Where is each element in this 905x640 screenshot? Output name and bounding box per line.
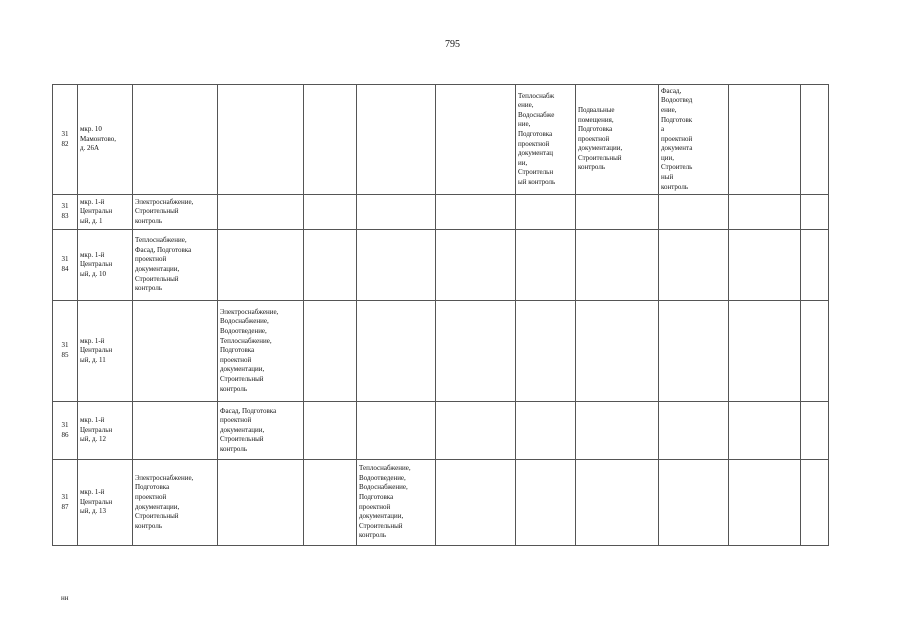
work-cell bbox=[576, 195, 659, 230]
work-cell bbox=[729, 301, 801, 402]
work-cell bbox=[729, 195, 801, 230]
work-cell bbox=[133, 85, 218, 195]
work-cell: Электроснабжение, Строительный контроль bbox=[133, 195, 218, 230]
table-row bbox=[53, 402, 829, 460]
work-cell bbox=[304, 460, 357, 546]
work-cell bbox=[516, 301, 576, 402]
work-cell bbox=[218, 195, 304, 230]
row-number: 31 86 bbox=[53, 402, 78, 460]
address-cell: мкр. 1-й Центральн ый, д. 12 bbox=[78, 402, 133, 460]
address-cell: мкр. 1-й Центральн ый, д. 11 bbox=[78, 301, 133, 402]
address-cell: мкр. 1-й Центральн ый, д. 10 bbox=[78, 230, 133, 301]
work-cell: Электроснабжение, Подготовка проектной документации, Строительный контроль bbox=[133, 460, 218, 546]
work-cell bbox=[304, 230, 357, 301]
row-number: 31 83 bbox=[53, 195, 78, 230]
row-number: 31 84 bbox=[53, 230, 78, 301]
work-cell bbox=[659, 301, 729, 402]
work-cell bbox=[801, 230, 829, 301]
work-cell bbox=[436, 460, 516, 546]
work-cell bbox=[436, 85, 516, 195]
work-cell bbox=[801, 460, 829, 546]
row-number: 31 87 bbox=[53, 460, 78, 546]
page-number: 795 bbox=[445, 39, 460, 50]
work-cell bbox=[516, 460, 576, 546]
table-row bbox=[53, 195, 829, 230]
work-cell bbox=[357, 85, 436, 195]
work-cell bbox=[576, 230, 659, 301]
address-cell: мкр. 1-й Центральн ый, д. 13 bbox=[78, 460, 133, 546]
work-cell bbox=[357, 230, 436, 301]
row-number: 31 85 bbox=[53, 301, 78, 402]
work-cell bbox=[729, 85, 801, 195]
repair-schedule-table bbox=[52, 84, 829, 546]
work-cell: Фасад, Подготовка проектной документации, Строительный контроль bbox=[218, 402, 304, 460]
work-cell bbox=[801, 402, 829, 460]
table-row bbox=[53, 230, 829, 301]
work-cell bbox=[516, 230, 576, 301]
footer-mark: нн bbox=[61, 594, 69, 602]
work-cell bbox=[801, 195, 829, 230]
work-cell bbox=[801, 85, 829, 195]
work-cell bbox=[729, 402, 801, 460]
work-cell bbox=[576, 402, 659, 460]
work-cell bbox=[729, 230, 801, 301]
work-cell bbox=[729, 460, 801, 546]
work-cell: Фасад, Водоотвед ение, Подготовк а проектной документа ции, Строитель ный контроль bbox=[659, 85, 729, 195]
work-cell bbox=[357, 195, 436, 230]
work-cell bbox=[516, 402, 576, 460]
work-cell: Электроснабжение, Водоснабжение, Водоотведение, Теплоснабжение, Подготовка проектной документации, Строительный контроль bbox=[218, 301, 304, 402]
work-cell bbox=[218, 230, 304, 301]
work-cell bbox=[304, 402, 357, 460]
work-cell bbox=[357, 301, 436, 402]
work-cell bbox=[218, 460, 304, 546]
work-cell bbox=[133, 402, 218, 460]
table-row bbox=[53, 460, 829, 546]
work-cell bbox=[436, 230, 516, 301]
work-cell bbox=[801, 301, 829, 402]
work-cell bbox=[659, 402, 729, 460]
work-cell: Теплоснабж ение, Водоснабже ние, Подготовка проектной документац ии, Строительн ый контроль bbox=[516, 85, 576, 195]
work-cell bbox=[576, 301, 659, 402]
work-cell bbox=[304, 195, 357, 230]
work-cell: Подвальные помещения, Подготовка проектной документации, Строительный контроль bbox=[576, 85, 659, 195]
row-number: 31 82 bbox=[53, 85, 78, 195]
work-cell: Теплоснабжение, Фасад, Подготовка проектной документации, Строительный контроль bbox=[133, 230, 218, 301]
work-cell bbox=[133, 301, 218, 402]
work-cell bbox=[576, 460, 659, 546]
work-cell bbox=[436, 402, 516, 460]
work-cell bbox=[304, 301, 357, 402]
work-cell bbox=[357, 402, 436, 460]
address-cell: мкр. 1-й Центральн ый, д. 1 bbox=[78, 195, 133, 230]
work-cell bbox=[436, 195, 516, 230]
table-row bbox=[53, 85, 829, 195]
work-cell bbox=[659, 230, 729, 301]
work-cell bbox=[659, 195, 729, 230]
work-cell bbox=[218, 85, 304, 195]
work-cell bbox=[516, 195, 576, 230]
work-cell bbox=[659, 460, 729, 546]
work-cell bbox=[436, 301, 516, 402]
work-cell: Теплоснабжение, Водоотведение, Водоснабжение, Подготовка проектной документации, Строительный контроль bbox=[357, 460, 436, 546]
table-row bbox=[53, 301, 829, 402]
work-cell bbox=[304, 85, 357, 195]
address-cell: мкр. 10 Мамонтово, д. 26А bbox=[78, 85, 133, 195]
